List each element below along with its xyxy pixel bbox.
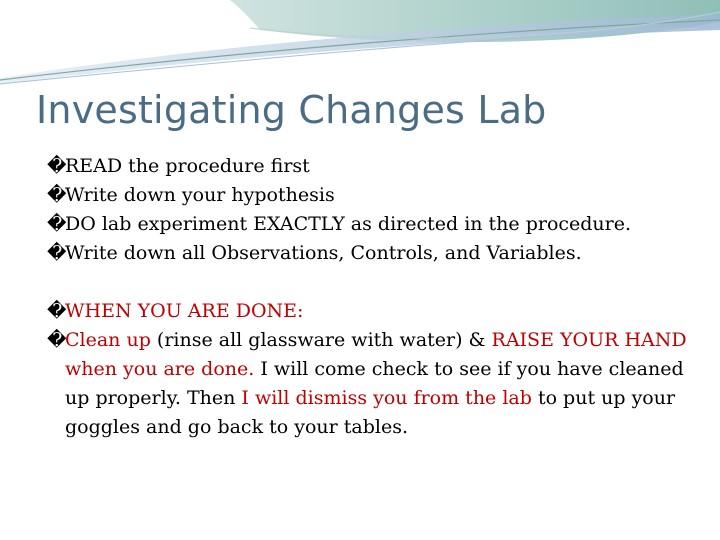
slide-title: Investigating Changes Lab xyxy=(36,88,547,132)
done-heading xyxy=(47,297,697,326)
goggles-text: to put up your goggles and go back to your tables. xyxy=(65,387,676,438)
cleanup-instructions xyxy=(47,326,697,442)
header-swoosh-decoration xyxy=(0,0,720,90)
dismiss-text: I will dismiss you from the lab xyxy=(241,387,532,409)
rinse-text: (rinse all glassware with water) & xyxy=(150,329,492,351)
bullet-icon: � xyxy=(47,300,67,322)
slide-body xyxy=(47,152,697,442)
spacer xyxy=(47,268,697,297)
cleanup-up-text: Clean up xyxy=(65,329,151,351)
bullet-icon: � xyxy=(47,155,67,177)
step-write-observations xyxy=(47,239,697,268)
step-text: READ the procedure first xyxy=(65,155,310,177)
step-text: DO lab experiment EXACTLY as directed in the procedure. xyxy=(65,213,632,235)
step-text: Write down your hypothesis xyxy=(65,184,335,206)
bullet-icon: � xyxy=(47,184,67,206)
done-heading-text: WHEN YOU ARE DONE: xyxy=(65,300,304,322)
bullet-icon: � xyxy=(47,329,67,351)
step-write-hypothesis xyxy=(47,181,697,210)
bullet-icon: � xyxy=(47,242,67,264)
step-text: Write down all Observations, Controls, and Variables. xyxy=(65,242,582,264)
raise-hand-text: RAISE YOUR HAND when you are done. xyxy=(65,329,687,380)
check-text: I will come check to see if you have cleaned up properly. Then xyxy=(65,358,684,409)
bullet-icon: � xyxy=(47,213,67,235)
step-read-procedure xyxy=(47,152,697,181)
step-do-experiment xyxy=(47,210,697,239)
